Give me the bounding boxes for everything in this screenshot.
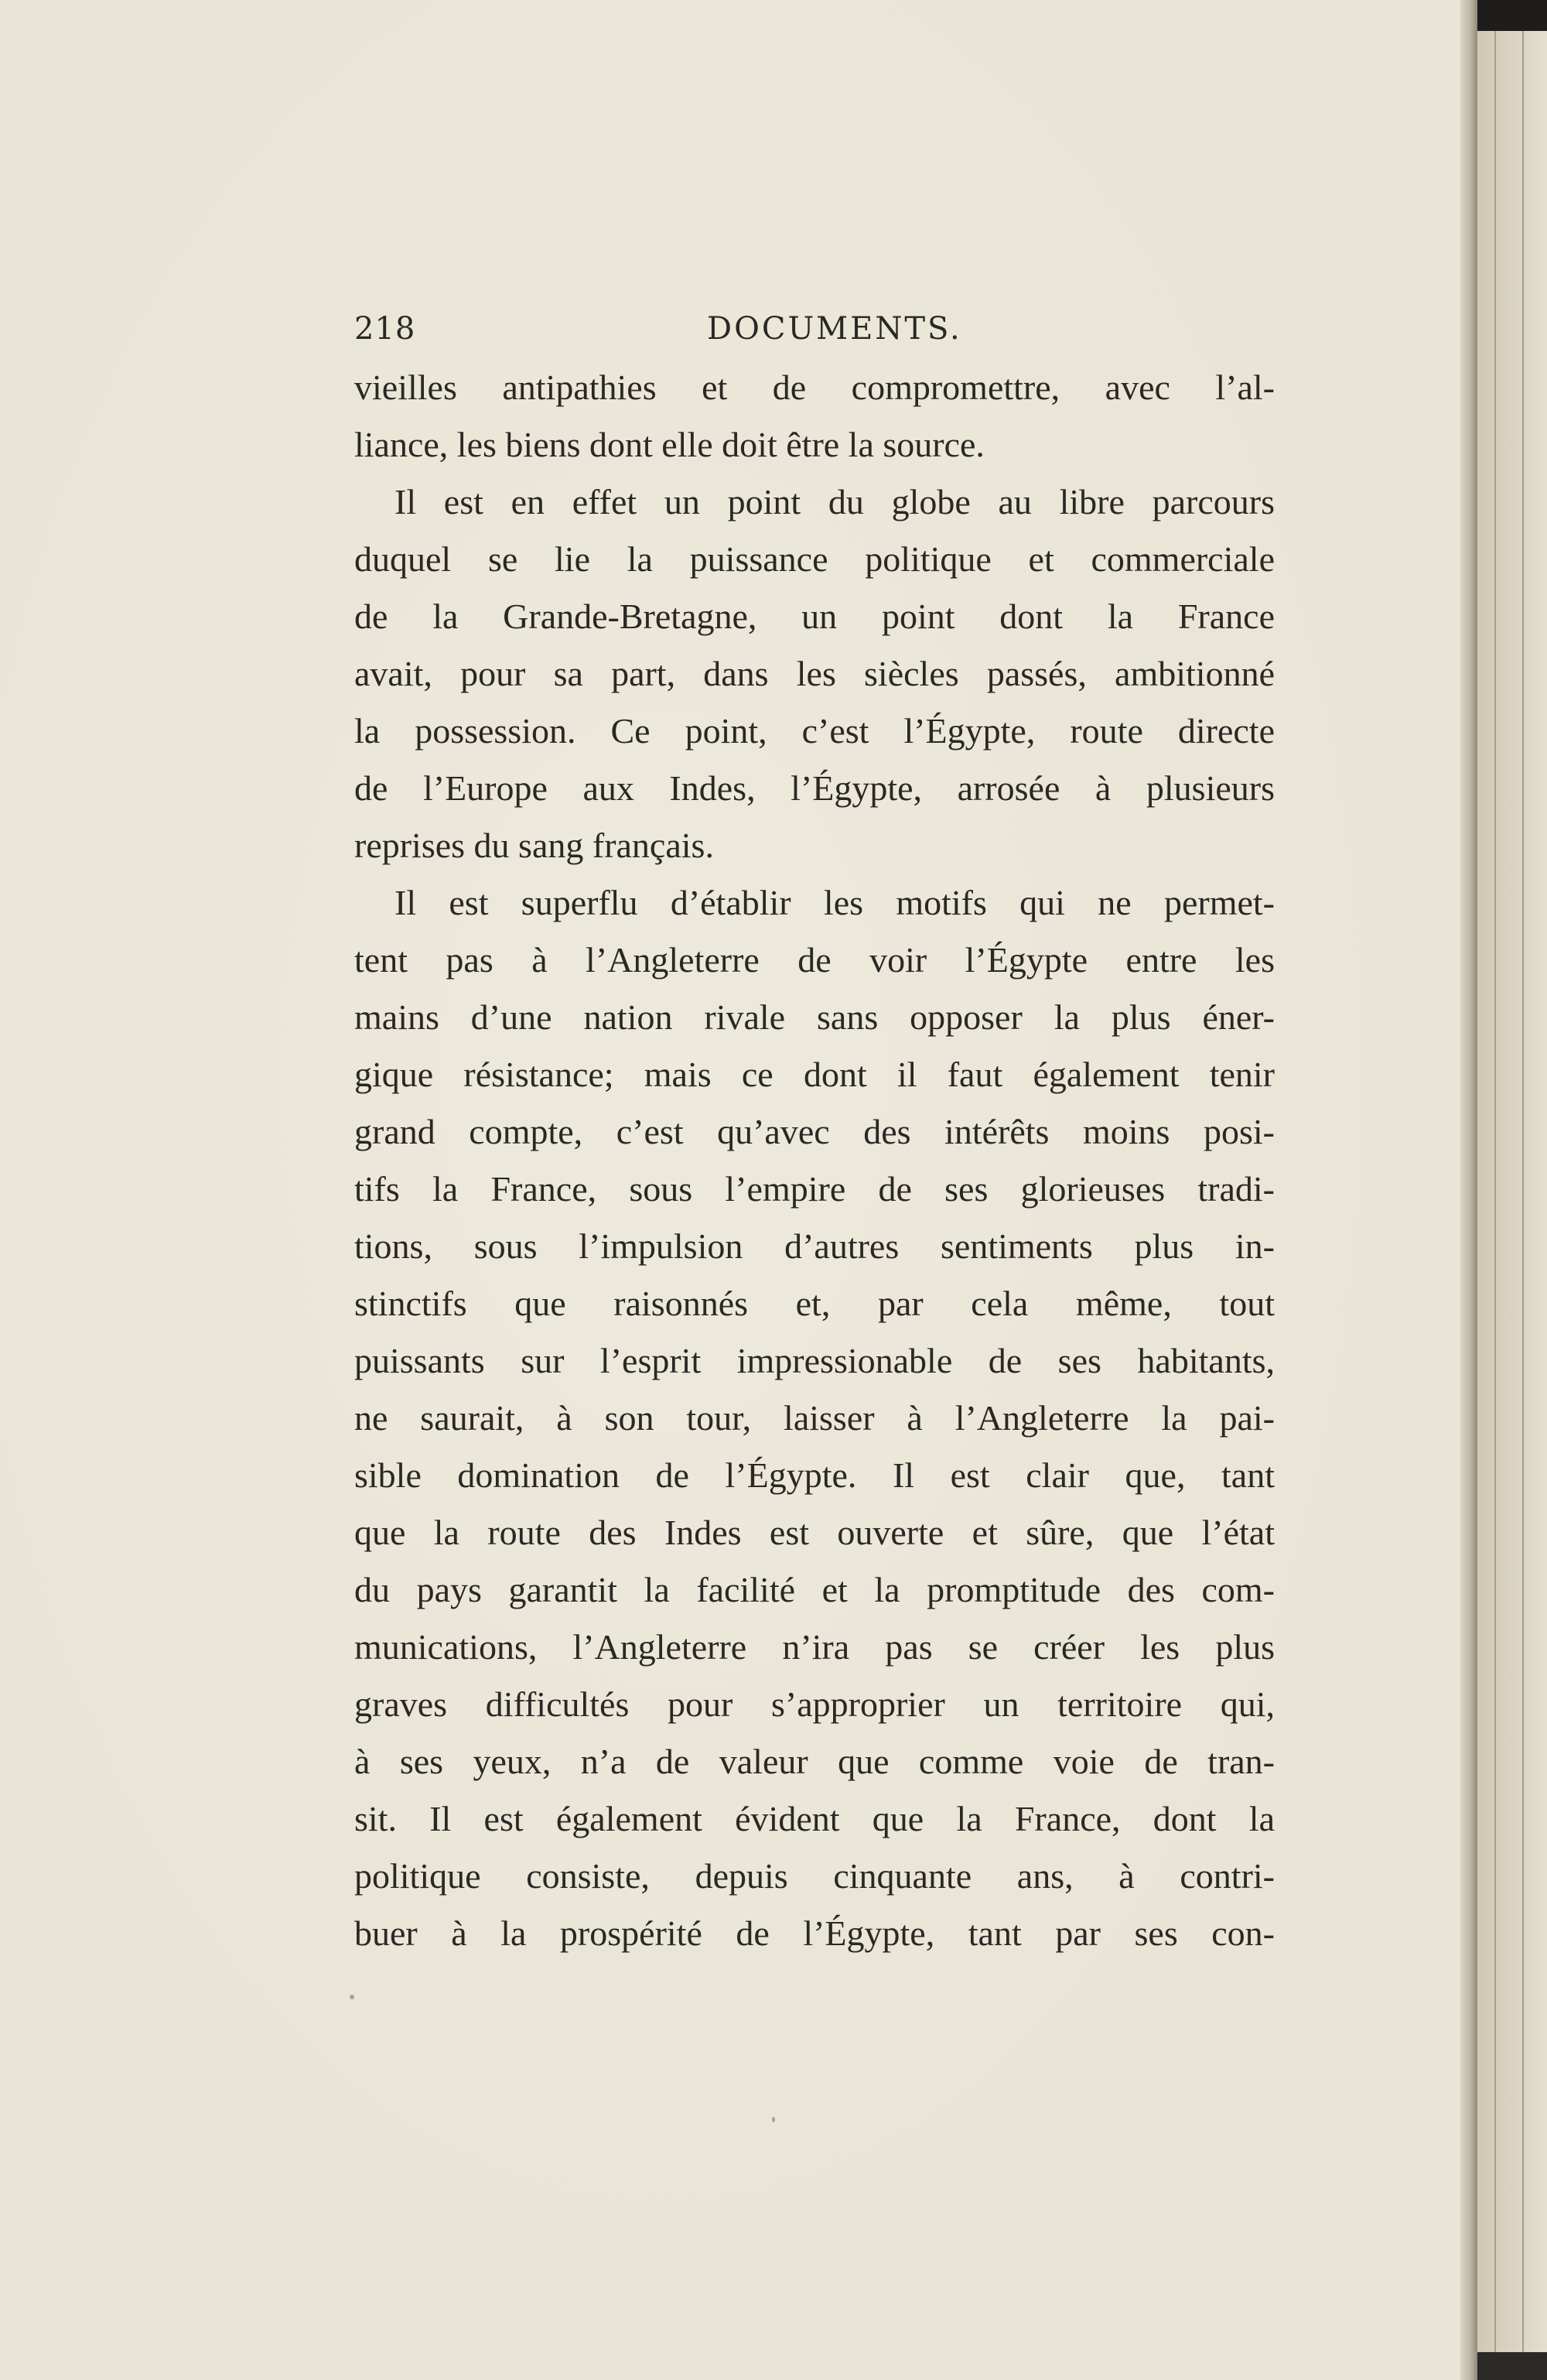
page-edge-ridge	[1522, 31, 1524, 2352]
text-line: tent pas à l’Angleterre de voir l’Égypte entre les	[354, 940, 1275, 980]
text-line: vieilles antipathies et de compromettre, avec l’al-	[354, 368, 1275, 407]
text-line: stinctifs que raisonnés et, par cela même, tout	[354, 1284, 1275, 1323]
text-line: que la route des Indes est ouverte et sûre, que l’état	[354, 1513, 1275, 1552]
text-line: duquel se lie la puissance politique et commerciale	[354, 539, 1275, 579]
text-line: avait, pour sa part, dans les siècles passés, ambitionné	[354, 654, 1275, 693]
text-line: de l’Europe aux Indes, l’Égypte, arrosée à plusieurs	[354, 768, 1275, 808]
text-line: Il est superflu d’établir les motifs qui ne permet-	[394, 883, 1275, 922]
facing-page-edge	[1477, 31, 1547, 2352]
text-line: mains d’une nation rivale sans opposer la plus éner-	[354, 997, 1275, 1037]
scan-background-corner	[1477, 0, 1547, 31]
text-line: grand compte, c’est qu’avec des intérêts moins posi-	[354, 1112, 1275, 1151]
page-header	[354, 308, 1275, 354]
text-line: puissants sur l’esprit impressionable de ses habitants,	[354, 1341, 1275, 1380]
page-gutter	[1460, 0, 1477, 2380]
text-line: sit. Il est également évident que la France, dont la	[354, 1799, 1275, 1838]
text-line: tions, sous l’impulsion d’autres sentiments plus in-	[354, 1226, 1275, 1266]
text-line: sible domination de l’Égypte. Il est clair que, tant	[354, 1455, 1275, 1495]
text-line: politique consiste, depuis cinquante ans, à contri-	[354, 1856, 1275, 1896]
body-text	[354, 359, 1275, 1962]
text-line: ne saurait, à son tour, laisser à l’Angleterre la pai-	[354, 1398, 1275, 1438]
text-line: liance, les biens dont elle doit être la source.	[354, 425, 985, 464]
text-line: la possession. Ce point, c’est l’Égypte, route directe	[354, 711, 1275, 751]
text-line: reprises du sang français.	[354, 826, 714, 865]
page-edge-ridge	[1494, 31, 1496, 2352]
text-line: graves difficultés pour s’approprier un territoire qui,	[354, 1684, 1275, 1724]
page-number: 218	[354, 311, 416, 347]
text-line: tifs la France, sous l’empire de ses glorieuses tradi-	[354, 1169, 1275, 1209]
text-line: munications, l’Angleterre n’ira pas se créer les plus	[354, 1627, 1275, 1667]
text-line: de la Grande-Bretagne, un point dont la France	[354, 597, 1275, 636]
paper-speck	[350, 1995, 354, 1999]
running-head: DOCUMENTS.	[707, 311, 962, 347]
text-line: buer à la prospérité de l’Égypte, tant par ses con-	[354, 1913, 1275, 1953]
text-line: Il est en effet un point du globe au libre parcours	[394, 482, 1275, 521]
paper-speck	[772, 2117, 775, 2122]
text-line: gique résistance; mais ce dont il faut également tenir	[354, 1055, 1275, 1094]
text-line: à ses yeux, n’a de valeur que comme voie de tran-	[354, 1742, 1275, 1781]
text-line: du pays garantit la facilité et la promptitude des com-	[354, 1570, 1275, 1609]
